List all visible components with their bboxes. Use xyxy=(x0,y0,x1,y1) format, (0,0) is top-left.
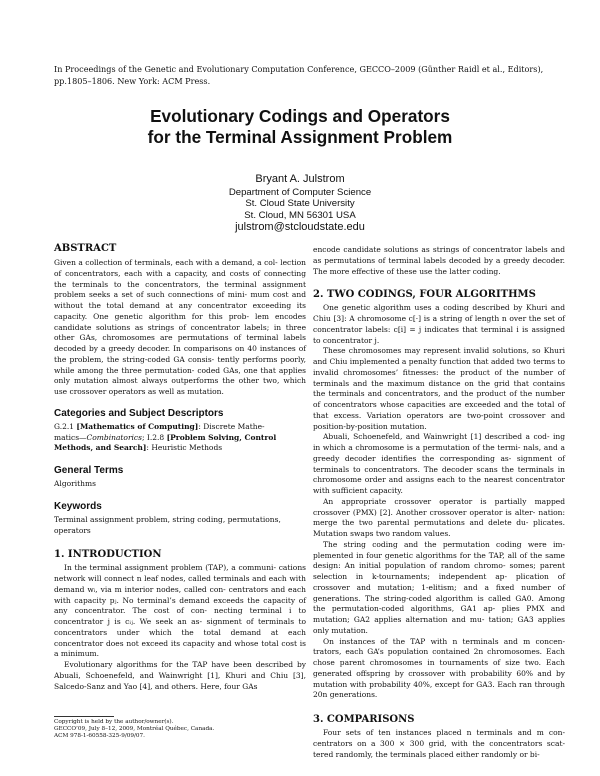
abstract-heading: ABSTRACT xyxy=(54,243,117,254)
intro-line: Evolutionary algorithms for the TAP have been described xyxy=(64,660,294,669)
body-line: grid that contains the terminals and concentrators, and the xyxy=(313,378,566,399)
body-line: These chromosomes may represent invalid solutions, so xyxy=(323,346,541,356)
intro-line: and each with demand wᵢ, via m interior nodes, called con- xyxy=(54,574,306,594)
footnote-line: Copyright is held by the author/owner(s). xyxy=(54,719,174,725)
category-text: : Discrete Mathe- xyxy=(198,421,265,431)
author-dept: Department of Computer Science xyxy=(228,187,372,198)
body-line: the number of terminals and the maximum distance on the xyxy=(313,367,565,388)
intro-line: centrators and each with capacity pⱼ. No terminal’s demand xyxy=(54,584,307,605)
body-line: Each generated offspring by crossover with probability 60% xyxy=(313,658,565,678)
intro-line: In the terminal assignment problem (TAP), a communi- xyxy=(64,563,276,573)
intro-line: cations network will connect n leaf nodes, called terminals xyxy=(54,563,306,583)
abstract-line: assignment problem seeks a set of such connections of mini- xyxy=(54,279,306,300)
intro-paragraph-2 xyxy=(54,660,306,692)
intro-continuation xyxy=(313,245,565,277)
category-code: G.2.1 xyxy=(54,421,77,431)
category-name: [Mathematics of Computing] xyxy=(76,421,199,431)
left-column xyxy=(54,242,306,692)
abstract-text xyxy=(54,258,306,398)
body-line: An appropriate crossover operator is partially mapped xyxy=(323,496,565,506)
keywords-text xyxy=(54,515,306,537)
body-line: number of generations. The string-coded algorithm is called xyxy=(313,582,565,603)
category-name: [Problem Solving, Control xyxy=(166,432,277,442)
body-line: the terminals in chromosome order and assigns each to the xyxy=(313,464,565,485)
category-subject: Combinatorics xyxy=(86,432,142,442)
copyright-footnote xyxy=(54,719,306,741)
body-line: signment of terminals to concentrators. The decoder scans xyxy=(313,453,565,474)
body-line: and by mutation with probability 40%, except for GA3. xyxy=(313,668,565,689)
body-line: nals, and a greedy decoder identifies the corresponding as- xyxy=(313,443,565,463)
body-line: nearest concentrator with sufficient capacity. xyxy=(313,475,566,495)
body-line: tation; GA3 applies only mutation. xyxy=(313,615,565,635)
body-line: Khuri and Chiu implemented a penalty function that added xyxy=(313,346,565,366)
abstract-line: terminal labels decoded by a greedy decoder. In comparisons xyxy=(54,333,306,353)
author-university: St. Cloud State University xyxy=(245,198,355,210)
abstract-line: on 40 instances of the problem, the string-coded GA consis- xyxy=(54,344,307,364)
abstract-line: outperforms the other two, which use crossover operators as xyxy=(54,376,306,396)
author-block xyxy=(100,172,500,234)
abstract-line: mum cost and without the total demand at any concentrator xyxy=(54,290,306,310)
body-line: Four sets of ten instances placed n terminals and m con- xyxy=(323,728,565,737)
body-line: and as permutations of terminal labels decoded by a greedy xyxy=(313,245,565,265)
body-line: crossover (PMX) [2]. Another crossover operator is alter- xyxy=(313,507,536,517)
abstract-line: lem encodes candidate solutions as strings of concentrator xyxy=(54,311,307,332)
section2-paragraph-4 xyxy=(313,497,565,540)
paper-title xyxy=(40,106,560,148)
section2-paragraph-6 xyxy=(313,637,565,702)
body-line: over the set of concentrator labels: c[i] = j indicates that xyxy=(313,314,566,334)
section2-heading: 2. TWO CODINGS, FOUR ALGORITHMS xyxy=(313,289,536,301)
categories-heading: Categories and Subject Descriptors xyxy=(54,407,224,419)
body-line: product of the number of concentrators whose capacities are xyxy=(313,389,565,409)
body-line: plication of crossover and mutation; 1-elitism; and a fixed xyxy=(313,572,565,592)
title-line-1: Evolutionary Codings and Operators xyxy=(150,106,450,126)
body-line: somes; parent selection in k-tournaments; independent ap- xyxy=(313,561,565,581)
intro-line: by Abuali, Schoenefeld, and Wainwright [1], Khuri and Chiu xyxy=(54,660,306,680)
category-name: Methods, and Search] xyxy=(54,443,147,453)
author-name: Bryant A. Julstrom xyxy=(255,173,345,185)
body-line: nation: merge the two parental permutations and delete du- xyxy=(313,507,565,528)
body-line: plies PMX and mutation; GA2 applies alternation and mu- xyxy=(313,604,565,624)
body-line: ing in which a chromosome is a permutation of the termi- xyxy=(313,432,565,452)
general-terms-text: Algorithms xyxy=(54,479,96,488)
body-line: decoder. The more effective of these use the latter coding. xyxy=(313,255,565,276)
keywords-line: Terminal assignment problem, string coding, permutations, xyxy=(54,514,281,524)
body-line: the same design: An initial population of random chromo- xyxy=(313,550,565,571)
footnote-line: ACM 978-1-60558-325-9/09/07. xyxy=(54,733,145,740)
keywords-line: operators xyxy=(54,525,91,535)
section2-paragraph-3 xyxy=(313,432,565,497)
abstract-line: exceeding its capacity. One genetic algorithm for this prob- xyxy=(54,301,306,321)
footnote-rule xyxy=(54,716,114,717)
abstract-line: coded GAs, one that applies only mutation almost always xyxy=(54,365,306,386)
category-text: matics— xyxy=(54,432,87,442)
category-text: : Heuristic Methods xyxy=(146,443,223,453)
body-line: exceeded and the total of that excess. Variation operators xyxy=(313,400,565,420)
section2-paragraph-5 xyxy=(313,540,565,637)
abstract-line: tently performs poorly, while among the three permutation- xyxy=(54,354,306,375)
body-line: and Chiu [3]: A chromosome c[·] is a string of length n xyxy=(313,303,566,323)
body-line: Each chose parent chromosomes in tournaments of size two. xyxy=(313,647,565,667)
section3-heading: 3. COMPARISONS xyxy=(313,714,415,725)
body-line: two terms to invalid chromosomes’ fitnesses: the product of xyxy=(313,357,566,377)
body-line: plemented in four genetic algorithms for the TAP, all of xyxy=(313,550,528,560)
intro-line: exceeds the capacity of any concentrator. The cost of con- xyxy=(54,595,306,616)
author-city: St. Cloud, MN 56301 USA xyxy=(244,209,356,221)
abstract-line: connecting the terminals to the concentrators, the terminal xyxy=(54,268,306,289)
category-code: ; I.2.8 xyxy=(141,432,167,442)
intro-line: necting terminal i to concentrator j is cᵢⱼ. We seek an as- xyxy=(54,606,306,626)
title-line-2: for the Terminal Assignment Problem xyxy=(147,127,453,147)
body-line: tered randomly, the terminals placed either randomly or bi- xyxy=(313,749,540,759)
body-line: are two-point crossover and position-by-position mutation. xyxy=(313,410,565,431)
intro-line: and whose total cost is a minimum. xyxy=(54,638,307,659)
abstract-line: labels; in three other GAs, chromosomes are permutations of xyxy=(54,322,307,343)
body-line: Abuali, Schoenefeld, and Wainwright [1] described a cod- xyxy=(323,432,550,442)
section2-paragraph-1 xyxy=(313,303,565,346)
right-column xyxy=(313,245,565,760)
body-line: terminal i is assigned to concentrator j. xyxy=(313,324,565,345)
body-line: On instances of the TAP with n terminals and m concen- xyxy=(323,636,565,646)
body-line: trators, each GA’s population contained 2n chromosomes. xyxy=(313,647,543,657)
intro-line: demand at each concentrator does not exceed its capacity xyxy=(54,627,306,648)
body-line: plicates. Mutation swaps two random values. xyxy=(313,518,565,538)
venue-citation: In Proceedings of the Genetic and Evolutionary Computation Conference, GECCO–2009 (Günther Raidl et al., Editors), pp.1805–1806. New York: ACM Press. xyxy=(54,64,544,86)
keywords-heading: Keywords xyxy=(54,500,102,512)
author-email[interactable]: julstrom@stcloudstate.edu xyxy=(235,220,365,233)
abstract-line: Given a collection of terminals, each with a demand, a col- xyxy=(54,258,278,267)
body-line: encode candidate solutions as strings of concentrator labels xyxy=(313,245,548,254)
footnote-line: GECCO’09, July 8–12, 2009, Montréal Québec, Canada. xyxy=(54,726,215,733)
intro-heading: 1. INTRODUCTION xyxy=(54,549,162,561)
categories-text xyxy=(54,422,306,454)
section2-paragraph-2 xyxy=(313,346,565,432)
body-line: GA0. Among the permutation-coded algorithms, GA1 ap- xyxy=(313,593,566,614)
intro-paragraph-1 xyxy=(54,563,306,660)
intro-line: signment of terminals to concentrators under which the total xyxy=(54,617,307,637)
intro-line: [3], Salcedo-Sanz and Yao [4], and others. Here, four GAs xyxy=(54,670,306,691)
abstract-line: well as mutation. xyxy=(158,387,224,396)
section3-paragraph-1 xyxy=(313,728,565,760)
general-terms-heading: General Terms xyxy=(54,465,124,476)
body-line: centrators on a 300 × 300 grid, with the concentrators scat- xyxy=(313,738,565,748)
body-line: Each ran through 20n generations. xyxy=(313,679,565,700)
abstract-line: lection of concentrators, each with a capacity, and costs of xyxy=(54,258,306,278)
body-line: The string coding and the permutation coding were im- xyxy=(323,539,565,549)
body-line: One genetic algorithm uses a coding described by Khuri xyxy=(323,303,548,313)
